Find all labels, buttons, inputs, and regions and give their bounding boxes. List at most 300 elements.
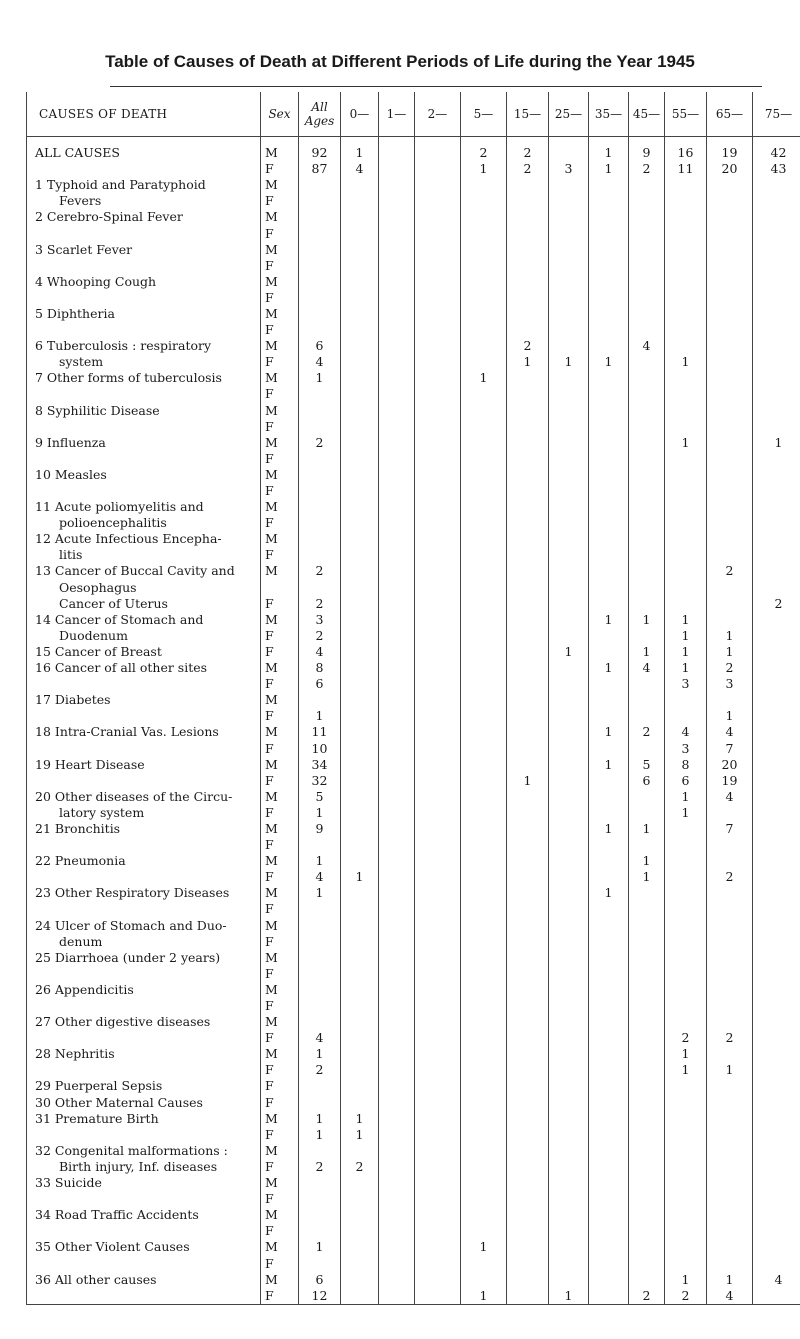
count-cell: 1	[589, 660, 629, 676]
count-cell	[629, 740, 665, 756]
count-cell: 2	[629, 161, 665, 177]
sex-cell: F	[261, 1288, 299, 1305]
count-cell	[507, 258, 549, 274]
count-cell	[665, 901, 707, 917]
count-cell	[379, 853, 415, 869]
count-cell: 1	[461, 1239, 507, 1255]
count-cell	[589, 386, 629, 402]
count-cell	[549, 306, 589, 322]
count-cell	[379, 998, 415, 1014]
count-cell	[341, 934, 379, 950]
sex-cell: M	[261, 789, 299, 805]
count-cell	[379, 1127, 415, 1143]
count-cell	[753, 563, 800, 579]
sex-cell: F	[261, 740, 299, 756]
count-cell	[707, 918, 753, 934]
cause-cell: 12 Acute Infectious Encepha-	[27, 531, 261, 547]
count-cell	[379, 950, 415, 966]
count-cell	[665, 1111, 707, 1127]
count-cell: 4	[707, 724, 753, 740]
count-cell	[341, 757, 379, 773]
table-row	[27, 483, 800, 499]
count-cell: 12	[299, 1288, 341, 1305]
count-cell	[461, 354, 507, 370]
count-cell	[549, 1030, 589, 1046]
count-cell	[341, 950, 379, 966]
count-cell	[461, 724, 507, 740]
count-cell: 6	[299, 676, 341, 692]
count-cell	[379, 386, 415, 402]
count-cell	[379, 419, 415, 435]
count-cell	[707, 950, 753, 966]
count-cell	[589, 1046, 629, 1062]
count-cell	[507, 531, 549, 547]
count-cell	[461, 499, 507, 515]
table-row	[27, 322, 800, 338]
count-cell	[415, 467, 461, 483]
count-cell	[341, 1191, 379, 1207]
count-cell	[707, 1111, 753, 1127]
count-cell: 1	[461, 370, 507, 386]
count-cell	[753, 692, 800, 708]
count-cell	[707, 805, 753, 821]
count-cell	[299, 1014, 341, 1030]
table-row	[27, 1143, 800, 1159]
count-cell	[665, 483, 707, 499]
count-cell	[341, 531, 379, 547]
table-row	[27, 724, 800, 740]
count-cell: 32	[299, 773, 341, 789]
cause-cell	[27, 1030, 261, 1046]
count-cell	[753, 1239, 800, 1255]
count-cell	[707, 612, 753, 628]
count-cell: 1	[299, 1046, 341, 1062]
count-cell	[299, 451, 341, 467]
count-cell	[461, 547, 507, 563]
count-cell	[461, 596, 507, 612]
count-cell	[665, 515, 707, 531]
count-cell: 1	[549, 354, 589, 370]
count-cell	[629, 451, 665, 467]
count-cell	[415, 1143, 461, 1159]
header-age-6: 5—	[461, 92, 507, 137]
count-cell	[379, 676, 415, 692]
count-cell	[415, 628, 461, 644]
cause-cell	[27, 998, 261, 1014]
cause-cell: Oesophagus	[27, 580, 261, 596]
count-cell	[665, 306, 707, 322]
table-row	[27, 419, 800, 435]
count-cell	[341, 242, 379, 258]
count-cell	[341, 306, 379, 322]
count-cell	[629, 483, 665, 499]
count-cell	[379, 837, 415, 853]
count-cell	[379, 1272, 415, 1288]
count-cell	[341, 612, 379, 628]
count-cell	[707, 499, 753, 515]
count-cell	[629, 982, 665, 998]
count-cell	[665, 692, 707, 708]
count-cell	[379, 274, 415, 290]
count-cell	[415, 242, 461, 258]
count-cell	[379, 740, 415, 756]
cause-cell: Birth injury, Inf. diseases	[27, 1159, 261, 1175]
table-row	[27, 580, 800, 596]
count-cell	[379, 515, 415, 531]
count-cell: 1	[589, 161, 629, 177]
cause-cell	[27, 740, 261, 756]
count-cell	[549, 1255, 589, 1271]
count-cell	[299, 515, 341, 531]
count-cell: 1	[707, 644, 753, 660]
count-cell	[341, 596, 379, 612]
count-cell: 2	[665, 1288, 707, 1305]
count-cell	[461, 966, 507, 982]
count-cell	[665, 242, 707, 258]
count-cell	[629, 403, 665, 419]
count-cell	[507, 1255, 549, 1271]
count-cell	[753, 209, 800, 225]
count-cell	[665, 1191, 707, 1207]
count-cell	[549, 274, 589, 290]
count-cell	[549, 580, 589, 596]
count-cell: 10	[299, 740, 341, 756]
count-cell: 2	[299, 435, 341, 451]
count-cell	[549, 1078, 589, 1094]
cause-cell: system	[27, 354, 261, 370]
count-cell: 1	[629, 869, 665, 885]
count-cell: 1	[341, 1127, 379, 1143]
count-cell	[665, 1207, 707, 1223]
count-cell	[299, 531, 341, 547]
count-cell	[507, 1239, 549, 1255]
count-cell	[707, 1223, 753, 1239]
count-cell	[507, 982, 549, 998]
cause-cell: 24 Ulcer of Stomach and Duo-	[27, 918, 261, 934]
count-cell	[753, 1014, 800, 1030]
count-cell: 1	[707, 708, 753, 724]
table-row	[27, 692, 800, 708]
count-cell: 1	[589, 724, 629, 740]
cause-cell: 33 Suicide	[27, 1175, 261, 1191]
count-cell: 1	[665, 354, 707, 370]
count-cell: 1	[665, 1062, 707, 1078]
table-row	[27, 1175, 800, 1191]
count-cell	[629, 1175, 665, 1191]
count-cell	[299, 499, 341, 515]
count-cell	[549, 789, 589, 805]
count-cell	[629, 998, 665, 1014]
count-cell	[665, 451, 707, 467]
count-cell	[707, 853, 753, 869]
count-cell	[299, 177, 341, 193]
table-row	[27, 354, 800, 370]
count-cell	[461, 1143, 507, 1159]
count-cell	[341, 1272, 379, 1288]
count-cell: 1	[299, 708, 341, 724]
count-cell	[753, 805, 800, 821]
sex-cell: M	[261, 1175, 299, 1191]
count-cell	[707, 338, 753, 354]
count-cell	[299, 1223, 341, 1239]
count-cell	[299, 934, 341, 950]
table-row	[27, 499, 800, 515]
count-cell	[299, 692, 341, 708]
count-cell	[415, 950, 461, 966]
count-cell	[753, 370, 800, 386]
count-cell	[589, 1111, 629, 1127]
count-cell	[589, 403, 629, 419]
count-cell	[415, 515, 461, 531]
cause-cell	[27, 869, 261, 885]
count-cell	[461, 821, 507, 837]
count-cell	[589, 274, 629, 290]
count-cell	[629, 435, 665, 451]
table-row	[27, 901, 800, 917]
cause-cell: 23 Other Respiratory Diseases	[27, 885, 261, 901]
count-cell	[707, 1014, 753, 1030]
count-cell	[415, 225, 461, 241]
table-row	[27, 740, 800, 756]
count-cell: 4	[299, 1030, 341, 1046]
count-cell: 1	[665, 612, 707, 628]
count-cell: 6	[299, 1272, 341, 1288]
count-cell	[379, 354, 415, 370]
count-cell	[379, 757, 415, 773]
count-cell	[415, 773, 461, 789]
count-cell	[415, 1288, 461, 1305]
count-cell	[549, 193, 589, 209]
count-cell	[753, 773, 800, 789]
count-cell	[589, 515, 629, 531]
count-cell	[629, 580, 665, 596]
count-cell: 19	[707, 137, 753, 162]
count-cell	[629, 242, 665, 258]
count-cell	[549, 515, 589, 531]
header-age-8: 25—	[549, 92, 589, 137]
table-row	[27, 1223, 800, 1239]
count-cell	[379, 137, 415, 162]
count-cell: 1	[665, 805, 707, 821]
table-row	[27, 998, 800, 1014]
count-cell	[415, 660, 461, 676]
count-cell	[415, 193, 461, 209]
count-cell: 2	[341, 1159, 379, 1175]
count-cell	[753, 869, 800, 885]
sex-cell: F	[261, 290, 299, 306]
count-cell	[589, 1207, 629, 1223]
count-cell	[707, 1078, 753, 1094]
cause-cell	[27, 322, 261, 338]
count-cell: 1	[665, 789, 707, 805]
count-cell	[753, 1078, 800, 1094]
count-cell	[299, 547, 341, 563]
count-cell	[753, 1143, 800, 1159]
count-cell	[665, 869, 707, 885]
sex-cell: F	[261, 934, 299, 950]
count-cell	[379, 869, 415, 885]
cause-cell: Duodenum	[27, 628, 261, 644]
count-cell	[589, 290, 629, 306]
count-cell	[415, 1111, 461, 1127]
cause-cell	[27, 676, 261, 692]
sex-cell: F	[261, 805, 299, 821]
cause-cell: 29 Puerperal Sepsis	[27, 1078, 261, 1094]
count-cell	[707, 467, 753, 483]
table-row	[27, 563, 800, 579]
sex-cell: F	[261, 708, 299, 724]
count-cell	[299, 1078, 341, 1094]
table-row	[27, 966, 800, 982]
count-cell	[589, 499, 629, 515]
count-cell	[379, 1255, 415, 1271]
table-row	[27, 1255, 800, 1271]
count-cell	[415, 596, 461, 612]
count-cell	[589, 934, 629, 950]
count-cell	[629, 386, 665, 402]
count-cell: 1	[589, 821, 629, 837]
count-cell	[379, 161, 415, 177]
count-cell	[379, 290, 415, 306]
count-cell	[753, 1046, 800, 1062]
count-cell	[415, 789, 461, 805]
count-cell	[341, 708, 379, 724]
count-cell	[341, 1046, 379, 1062]
count-cell	[707, 596, 753, 612]
count-cell	[379, 563, 415, 579]
count-cell	[341, 338, 379, 354]
count-cell: 11	[299, 724, 341, 740]
count-cell	[379, 612, 415, 628]
count-cell	[665, 1095, 707, 1111]
count-cell	[415, 483, 461, 499]
count-cell	[461, 306, 507, 322]
count-cell	[415, 161, 461, 177]
count-cell	[341, 821, 379, 837]
count-cell	[415, 137, 461, 162]
count-cell	[549, 451, 589, 467]
count-cell	[549, 692, 589, 708]
count-cell	[629, 467, 665, 483]
count-cell	[549, 531, 589, 547]
count-cell	[629, 708, 665, 724]
count-cell	[379, 644, 415, 660]
count-cell	[415, 757, 461, 773]
count-cell	[753, 708, 800, 724]
count-cell	[415, 934, 461, 950]
count-cell	[299, 918, 341, 934]
header-age-2: All Ages	[299, 92, 341, 137]
count-cell	[415, 837, 461, 853]
count-cell	[589, 773, 629, 789]
table-row	[27, 612, 800, 628]
cause-cell: litis	[27, 547, 261, 563]
count-cell: 1	[589, 885, 629, 901]
count-cell	[665, 563, 707, 579]
count-cell	[379, 934, 415, 950]
count-cell	[415, 1272, 461, 1288]
sex-cell: M	[261, 950, 299, 966]
count-cell	[549, 547, 589, 563]
count-cell	[461, 386, 507, 402]
cause-cell	[27, 483, 261, 499]
count-cell	[415, 1159, 461, 1175]
cause-cell: 21 Bronchitis	[27, 821, 261, 837]
count-cell	[341, 724, 379, 740]
count-cell	[589, 708, 629, 724]
table-row	[27, 1014, 800, 1030]
count-cell: 8	[299, 660, 341, 676]
count-cell	[415, 258, 461, 274]
count-cell: 1	[707, 628, 753, 644]
count-cell	[753, 499, 800, 515]
count-cell	[341, 692, 379, 708]
count-cell	[507, 1095, 549, 1111]
count-cell	[753, 580, 800, 596]
count-cell	[589, 225, 629, 241]
count-cell	[379, 724, 415, 740]
header-age-5: 2—	[415, 92, 461, 137]
count-cell: 1	[549, 1288, 589, 1305]
count-cell	[549, 966, 589, 982]
sex-cell: M	[261, 370, 299, 386]
count-cell	[341, 322, 379, 338]
count-cell	[415, 1255, 461, 1271]
count-cell	[549, 885, 589, 901]
count-cell	[589, 1143, 629, 1159]
count-cell	[753, 354, 800, 370]
count-cell	[507, 966, 549, 982]
count-cell	[507, 209, 549, 225]
table-row	[27, 918, 800, 934]
count-cell	[589, 1030, 629, 1046]
table-row	[27, 1046, 800, 1062]
count-cell	[379, 1159, 415, 1175]
count-cell	[379, 708, 415, 724]
count-cell	[753, 322, 800, 338]
count-cell	[589, 1255, 629, 1271]
count-cell	[379, 242, 415, 258]
count-cell	[507, 821, 549, 837]
count-cell	[589, 370, 629, 386]
count-cell	[665, 998, 707, 1014]
count-cell	[415, 1239, 461, 1255]
count-cell	[665, 1014, 707, 1030]
count-cell	[461, 403, 507, 419]
count-cell	[629, 419, 665, 435]
count-cell	[549, 612, 589, 628]
count-cell	[507, 1078, 549, 1094]
count-cell	[379, 918, 415, 934]
count-cell	[753, 338, 800, 354]
count-cell	[461, 773, 507, 789]
count-cell	[665, 258, 707, 274]
table-row	[27, 451, 800, 467]
sex-cell: F	[261, 225, 299, 241]
count-cell: 1	[341, 1111, 379, 1127]
count-cell	[665, 467, 707, 483]
count-cell	[707, 1175, 753, 1191]
count-cell: 1	[589, 612, 629, 628]
count-cell	[629, 628, 665, 644]
count-cell	[341, 660, 379, 676]
count-cell	[299, 1255, 341, 1271]
sex-cell: F	[261, 773, 299, 789]
count-cell	[629, 531, 665, 547]
count-cell	[299, 982, 341, 998]
table-row	[27, 1111, 800, 1127]
count-cell	[629, 225, 665, 241]
